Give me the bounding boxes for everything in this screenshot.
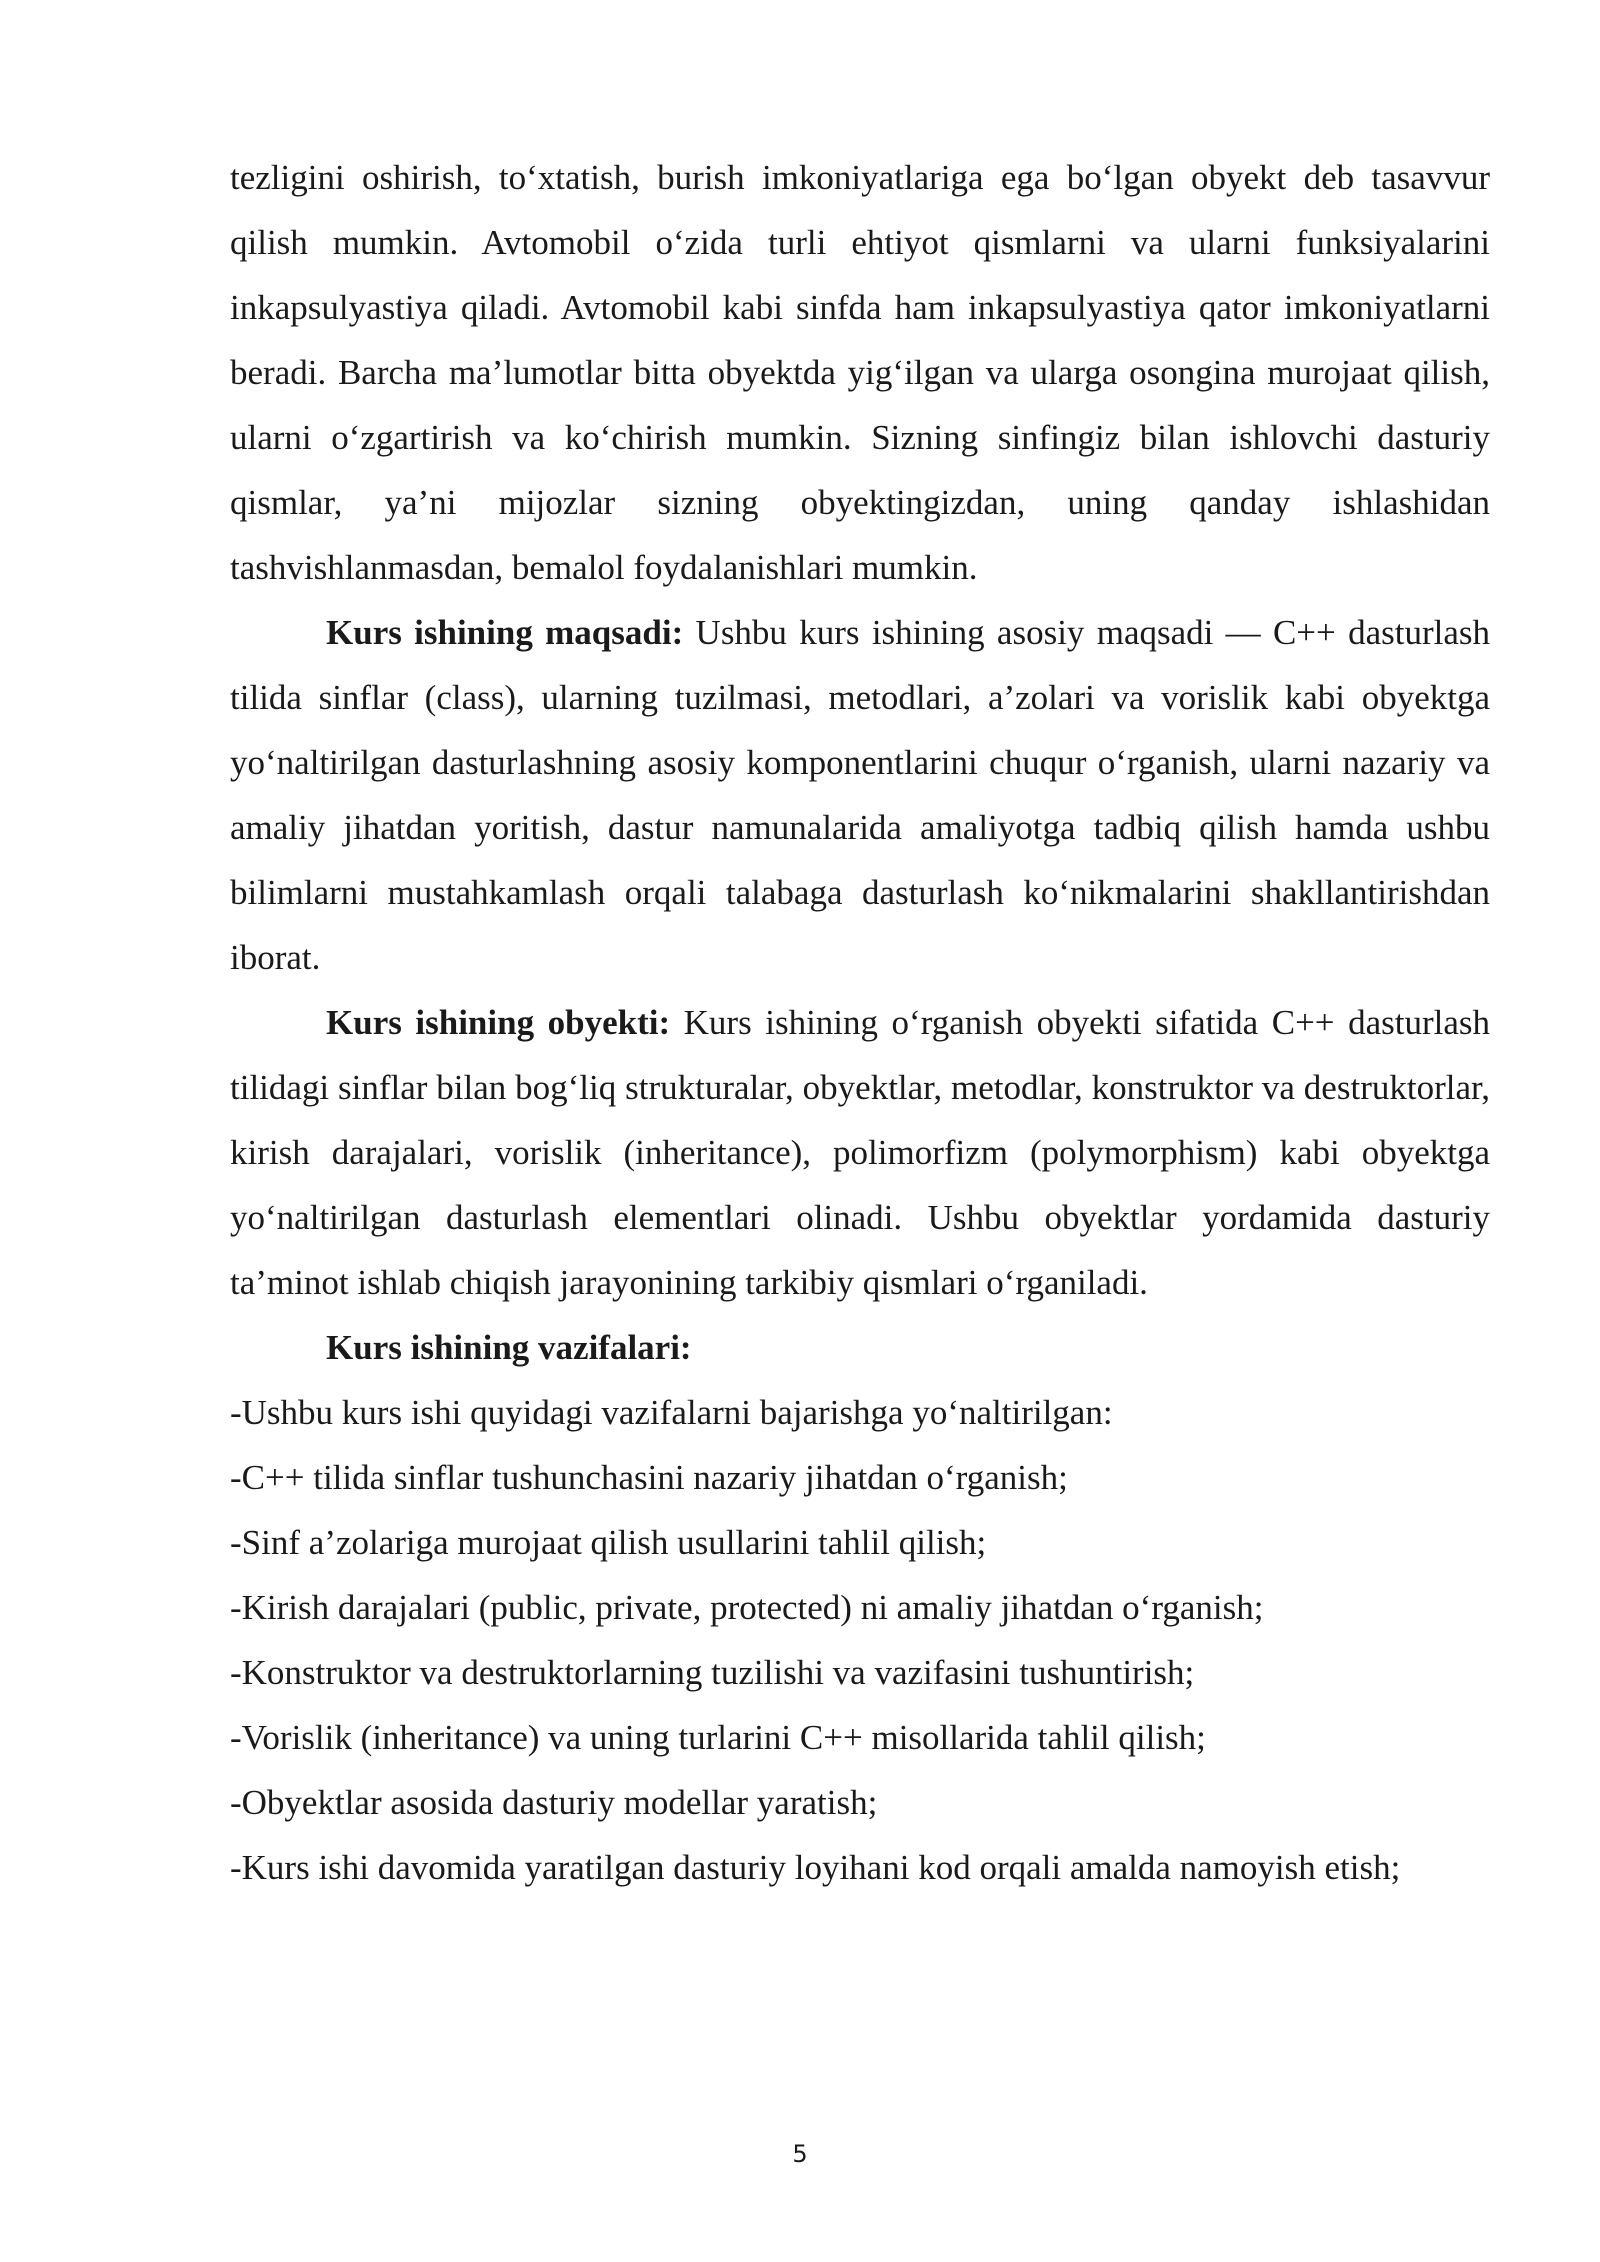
object-text: Kurs ishining o‘rganish obyekti sifatida C++ dasturlash tilidagi sinflar bilan bog‘liq strukturalar, obyektlar, metodlar, konstruktor va destruktorlar, kirish darajalari, vorislik (inheritance), polimorfizm (polymorphism) kabi obyektga yo‘naltirilgan dasturlash elementlari olinadi. Ushbu obyektlar yordamida dasturiy ta’minot ishlab chiqish jarayonining tarkibiy qismlari o‘rganiladi. bbox=[230, 1003, 1490, 1302]
list-item: -Obyektlar asosida dasturiy modellar yaratish; bbox=[230, 1783, 878, 1822]
tasks-heading: Kurs ishining vazifalari: bbox=[326, 1328, 692, 1367]
page-number: 5 bbox=[792, 2140, 808, 2168]
list-item: -Sinf a’zolariga murojaat qilish usullarini tahlil qilish; bbox=[230, 1523, 987, 1562]
list-item: -Konstruktor va destruktorlarning tuzilishi va vazifasini tushuntirish; bbox=[230, 1653, 1195, 1692]
list-item: -Ushbu kurs ishi quyidagi vazifalarni bajarishga yo‘naltirilgan: bbox=[230, 1393, 1113, 1432]
object-paragraph bbox=[230, 990, 1490, 1315]
intro-paragraph: tezligini oshirish, to‘xtatish, burish imkoniyatlariga ega bo‘lgan obyekt deb tasavvur qilish mumkin. Avtomobil o‘zida turli ehtiyot qismlarni va ularni funksiyalarini inkapsulyastiya qiladi. Avtomobil kabi sinfda ham inkapsulyastiya qator imkoniyatlarni beradi. Barcha ma’lumotlar bitta obyektda yig‘ilgan va ularga osongina murojaat qilish, ularni o‘zgartirish va ko‘chirish mumkin. Sizning sinfingiz bilan ishlovchi dasturiy qismlar, ya’ni mijozlar sizning obyektingizdan, uning qanday ishlashidan tashvishlanmasdan, bemalol foydalanishlari mumkin. bbox=[230, 158, 1490, 587]
tasks-list bbox=[230, 1380, 1490, 1900]
list-item: -Vorislik (inheritance) va uning turlarini C++ misollarida tahlil qilish; bbox=[230, 1718, 1206, 1757]
list-item: -Kurs ishi davomida yaratilgan dasturiy loyihani kod orqali amalda namoyish etish; bbox=[230, 1848, 1401, 1887]
object-heading: Kurs ishining obyekti: bbox=[326, 1003, 671, 1042]
page-content bbox=[230, 145, 1490, 1900]
goal-heading: Kurs ishining maqsadi: bbox=[326, 613, 684, 652]
goal-text: Ushbu kurs ishining asosiy maqsadi — C++ dasturlash tilida sinflar (class), ularning tuzilmasi, metodlari, a’zolari va vorislik kabi obyektga yo‘naltirilgan dasturlashning asosiy komponentlarini chuqur o‘rganish, ularni nazariy va amaliy jihatdan yoritish, dastur namunalarida amaliyotga tadbiq qilish hamda ushbu bilimlarni mustahkamlash orqali talabaga dasturlash ko‘nikmalarini shakllantirishdan iborat. bbox=[230, 613, 1490, 977]
goal-paragraph bbox=[230, 600, 1490, 990]
list-item: -C++ tilida sinflar tushunchasini nazariy jihatdan o‘rganish; bbox=[230, 1458, 1068, 1497]
list-item: -Kirish darajalari (public, private, protected) ni amaliy jihatdan o‘rganish; bbox=[230, 1588, 1264, 1627]
